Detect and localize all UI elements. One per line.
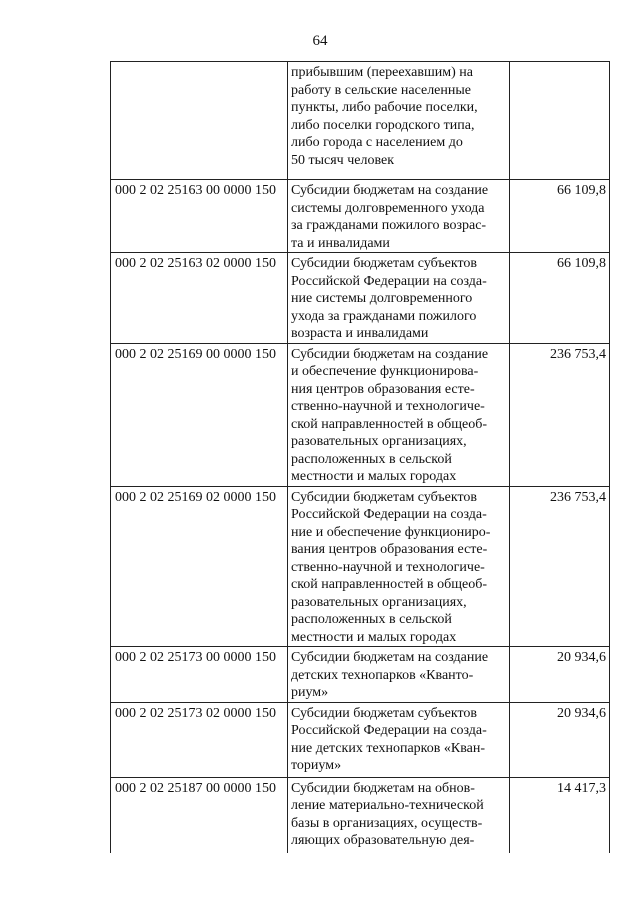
description-line: либо города с населением до: [291, 135, 463, 150]
row-code: 000 2 02 25169 00 0000 150: [111, 343, 288, 486]
row-amount: 14 417,3: [510, 777, 610, 853]
description-line: местности и малых городах: [291, 629, 457, 645]
table-row: [111, 702, 610, 777]
description-line: Субсидии бюджетам на обнов-: [291, 780, 475, 796]
description-line: местности и малых городах: [291, 469, 457, 484]
description-line: прибывшим (переехавшим) на: [291, 65, 474, 80]
row-code: 000 2 02 25163 02 0000 150: [111, 253, 288, 344]
description-line: и обеспечение функционирова-: [291, 364, 479, 379]
description-line: детских технопарков «Кванто-: [291, 667, 474, 683]
description-line: ляющих образовательную дея-: [291, 833, 475, 848]
description-line: ственно-научной и технологиче-: [291, 559, 485, 575]
row-amount: 236 753,4: [510, 343, 610, 486]
row-amount: 20 934,6: [510, 702, 610, 777]
description-line: либо поселки городского типа,: [291, 117, 475, 133]
description-line: Российской Федерации на созда-: [291, 723, 487, 738]
description-line: расположенных в сельской: [291, 612, 452, 627]
description-line: Субсидии бюджетам субъектов: [291, 705, 478, 721]
description-line: ториум»: [291, 758, 342, 773]
description-line: ление материально-технической: [291, 798, 484, 813]
row-code: [111, 62, 288, 180]
description-line: ние системы долговременного: [291, 291, 473, 306]
row-description: [288, 343, 510, 486]
row-amount: 236 753,4: [510, 486, 610, 647]
table-row: [111, 180, 610, 253]
description-line: Российской Федерации на созда-: [291, 273, 487, 289]
table-row: [111, 647, 610, 703]
table-row: [111, 343, 610, 486]
description-line: ние детских технопарков «Кван-: [291, 740, 486, 756]
description-line: за гражданами пожилого возрас-: [291, 218, 487, 233]
row-code: 000 2 02 25173 00 0000 150: [111, 647, 288, 703]
description-line: Субсидии бюджетам на создание: [291, 346, 489, 362]
description-line: ской направленностей в общеоб-: [291, 416, 488, 432]
table-row: [111, 253, 610, 344]
description-line: ния центров образования есте-: [291, 381, 475, 397]
row-description: [288, 486, 510, 647]
description-line: 50 тысяч человек: [291, 152, 395, 168]
row-description: [288, 180, 510, 253]
description-line: Субсидии бюджетам на создание: [291, 183, 489, 198]
row-code: 000 2 02 25187 00 0000 150: [111, 777, 288, 853]
row-code: 000 2 02 25173 02 0000 150: [111, 702, 288, 777]
row-description: [288, 777, 510, 853]
description-line: вания центров образования есте-: [291, 542, 488, 557]
row-description: [288, 647, 510, 703]
row-code: 000 2 02 25163 00 0000 150: [111, 180, 288, 253]
row-amount: 20 934,6: [510, 647, 610, 703]
description-line: базы в организациях, осуществ-: [291, 815, 483, 831]
table-row: [111, 486, 610, 647]
description-line: системы долговременного ухода: [291, 200, 485, 216]
description-line: Субсидии бюджетам субъектов: [291, 256, 478, 271]
row-amount: 66 109,8: [510, 180, 610, 253]
description-line: ственно-научной и технологиче-: [291, 399, 485, 414]
description-line: пункты, либо рабочие поселки,: [291, 100, 478, 115]
description-line: Российской Федерации на созда-: [291, 507, 487, 522]
row-description: [288, 702, 510, 777]
description-line: та и инвалидами: [291, 235, 390, 251]
table-row: [111, 62, 610, 180]
description-line: работу в сельские населенные: [291, 82, 471, 98]
page-number: 64: [312, 33, 328, 49]
row-description: [288, 62, 510, 180]
budget-table: [110, 61, 610, 853]
description-line: возраста и инвалидами: [291, 326, 429, 341]
row-amount: [510, 62, 610, 180]
description-line: риум»: [291, 685, 329, 700]
description-line: ской направленностей в общеоб-: [291, 577, 488, 592]
description-line: расположенных в сельской: [291, 451, 452, 467]
description-line: ухода за гражданами пожилого: [291, 308, 477, 324]
description-line: ние и обеспечение функциониро-: [291, 524, 491, 540]
row-description: [288, 253, 510, 344]
description-line: Субсидии бюджетам субъектов: [291, 489, 478, 505]
row-amount: 66 109,8: [510, 253, 610, 344]
description-line: разовательных организациях,: [291, 434, 467, 449]
row-code: 000 2 02 25169 02 0000 150: [111, 486, 288, 647]
description-line: Субсидии бюджетам на создание: [291, 650, 489, 665]
table-row: [111, 777, 610, 853]
description-line: разовательных организациях,: [291, 594, 467, 610]
